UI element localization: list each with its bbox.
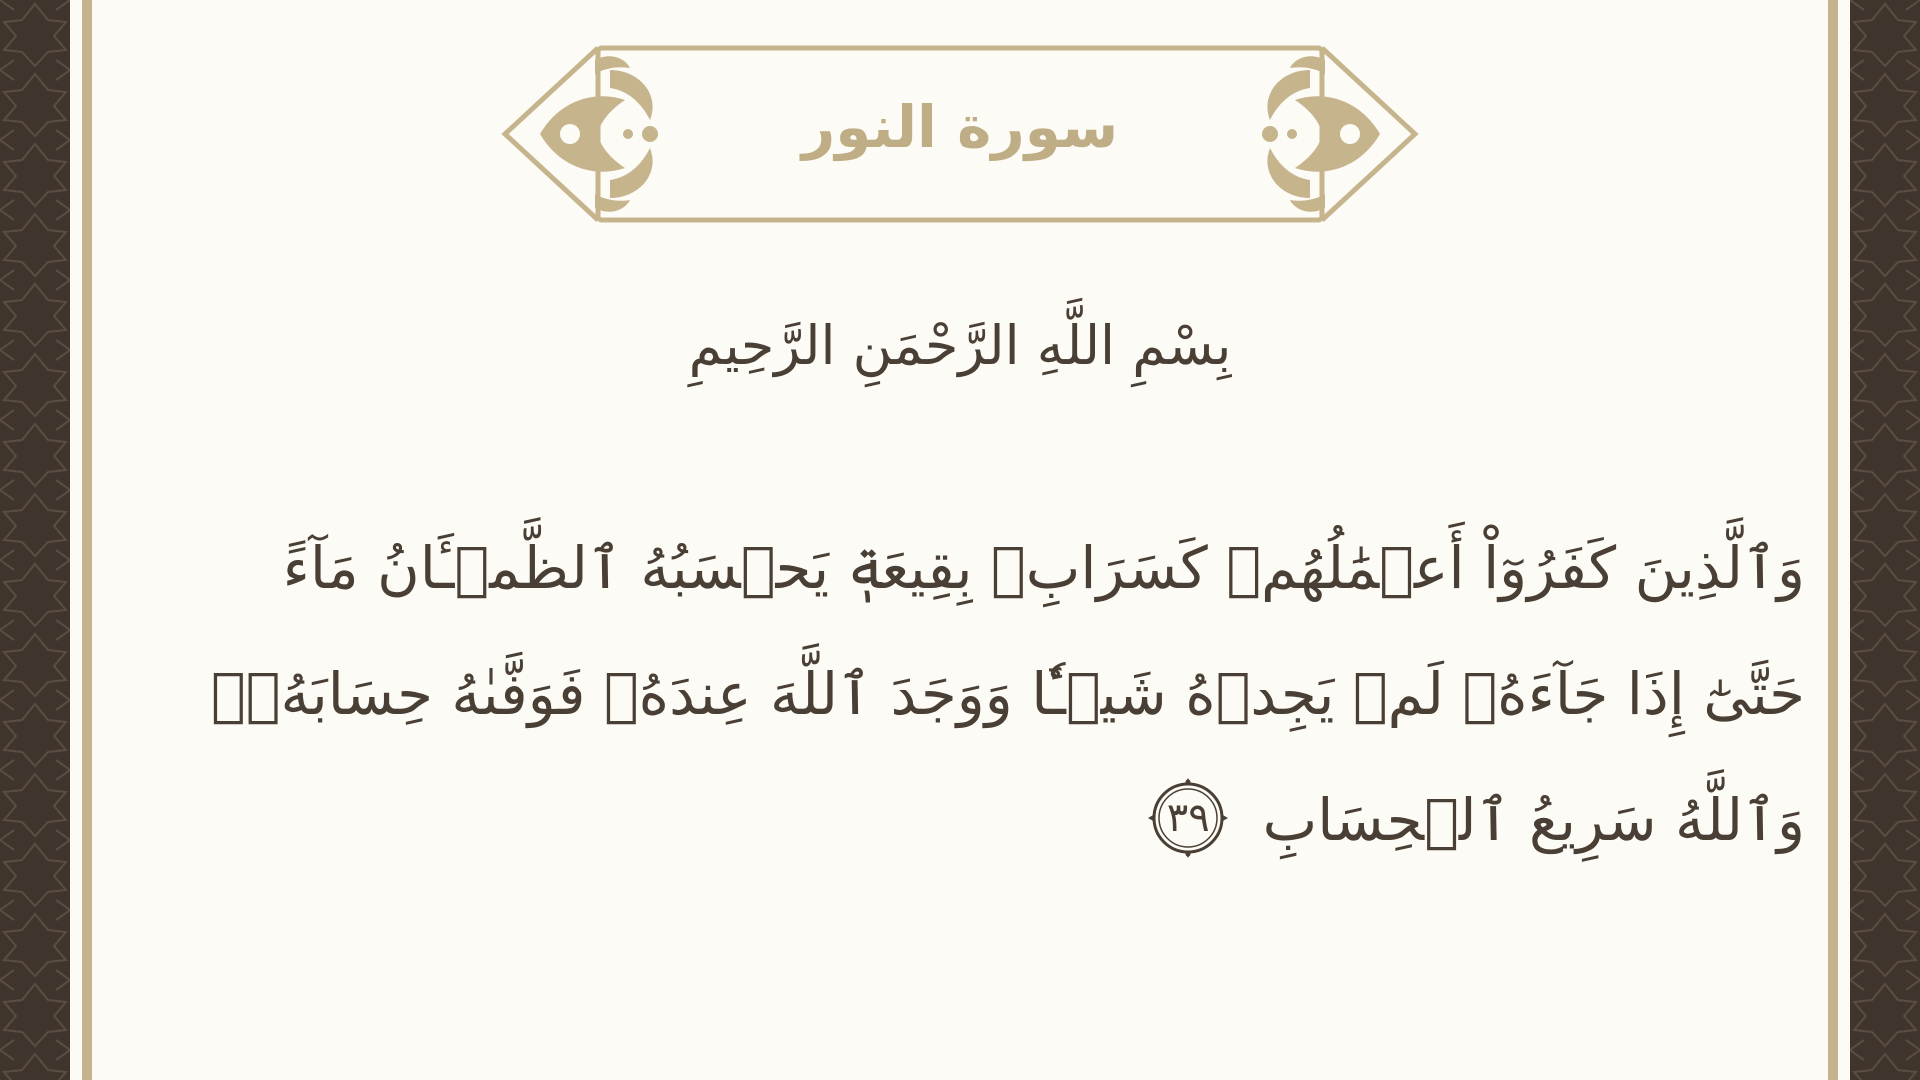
verse-text: وَٱلَّذِينَ كَفَرُوٓاْ أَعۡمَٰلُهُمۡ كَسَرَابِۭ بِقِيعَةٖ يَحۡسَبُهُ ٱلظَّمۡـَٔانُ مَآءً حَتَّىٰٓ إِذَا جَآءَهُۥ لَمۡ يَجِدۡهُ شَيۡـٔٗا وَوَجَدَ ٱللَّهَ عِندَهُۥ فَوَفَّىٰهُ حِسَابَهُۥۗ وَٱللَّهُ سَرِيعُ ٱلۡحِسَابِ [210,534,1805,854]
surah-title: سورة النور [801,93,1119,161]
left-gold-rule [82,0,92,1080]
right-decorative-border [1850,0,1920,1080]
left-decorative-border [0,0,70,1080]
right-gold-rule [1828,0,1838,1080]
basmala: بِسْمِ اللَّهِ الرَّحْمَنِ الرَّحِيمِ [688,313,1232,377]
verse-text-block [200,505,1805,883]
surah-title-banner [500,40,1420,230]
ayah-number-marker [1146,776,1230,860]
ayah-number: ٣٩ [1166,794,1210,841]
